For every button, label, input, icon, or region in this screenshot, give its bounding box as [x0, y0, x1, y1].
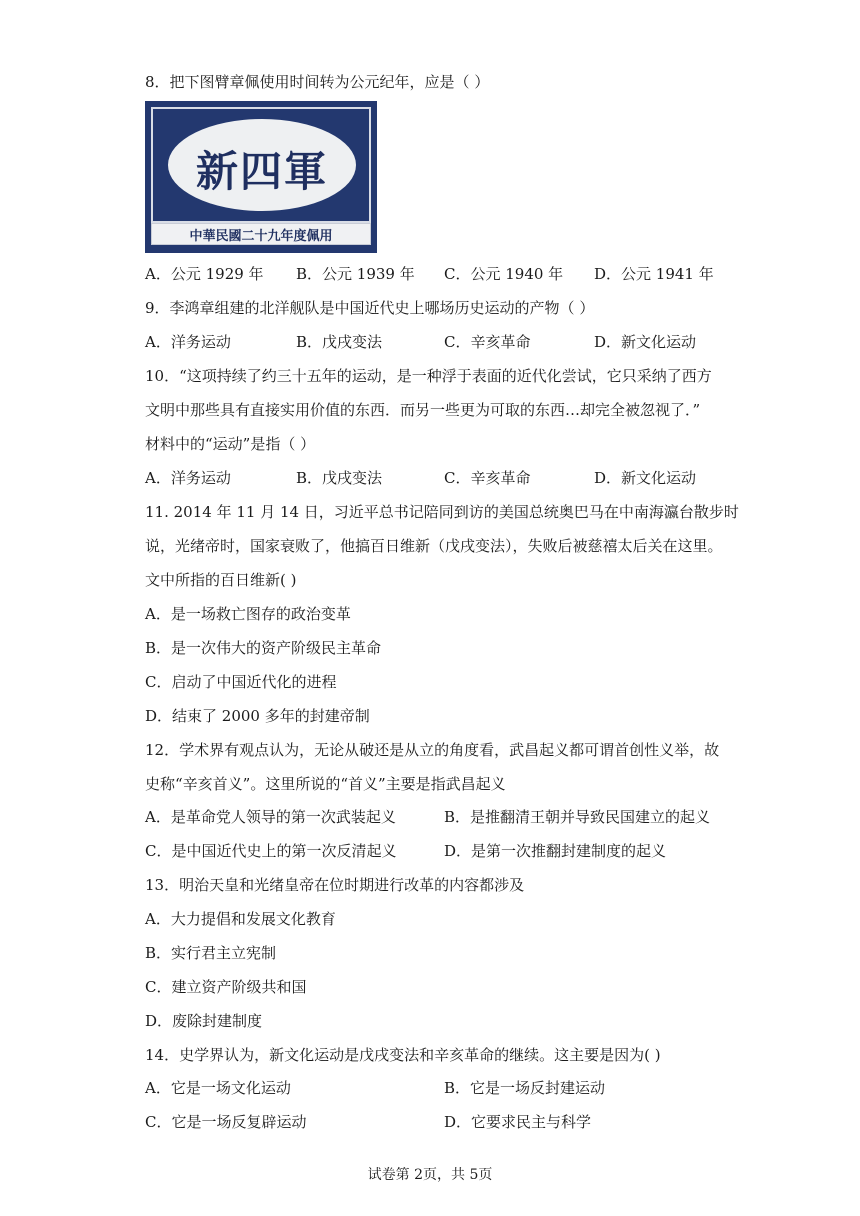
question-10-stem-line-2: 文明中那些具有直接实用价值的东西．而另一些更为可取的东西…却完全被忽视了．”	[145, 401, 701, 419]
new-fourth-army-armband-image	[145, 101, 377, 253]
q12-option-a: A．是革命党人领导的第一次武装起义	[145, 808, 396, 826]
question-11-stem-line-2: 说，光绪帝时，国家衰败了，他搞百日维新（戊戌变法），失败后被慈禧太后关在这里。	[145, 537, 723, 555]
question-9-stem: 9．李鸿章组建的北洋舰队是中国近代史上哪场历史运动的产物（ ）	[145, 299, 595, 317]
armband-caption-band	[151, 223, 371, 245]
q8-option-a: A．公元 1929 年	[145, 265, 264, 283]
armband-caption: 中華民國二十九年度佩用	[189, 229, 333, 244]
q13-option-c: C．建立资产阶级共和国	[145, 978, 307, 996]
armband-main-text: 新四軍	[195, 147, 328, 196]
q9-option-a: A．洋务运动	[145, 333, 231, 351]
q14-option-a: A．它是一场文化运动	[145, 1079, 291, 1097]
q14-option-d: D．它要求民主与科学	[444, 1113, 592, 1131]
question-13-stem: 13．明治天皇和光绪皇帝在位时期进行改革的内容都涉及	[145, 876, 525, 894]
q10-option-d: D．新文化运动	[594, 469, 697, 487]
q13-option-a: A．大力提倡和发展文化教育	[145, 910, 336, 928]
q13-option-d: D．废除封建制度	[145, 1012, 263, 1030]
q12-option-d: D．是第一次推翻封建制度的起义	[444, 842, 667, 860]
question-11-stem-line-1: 11. 2014 年 11 月 14 日，习近平总书记陪同到访的美国总统奥巴马在中南海瀛台散步时	[145, 503, 739, 521]
q8-option-d: D．公元 1941 年	[594, 265, 714, 283]
question-8-stem: 8．把下图臂章佩使用时间转为公元纪年，应是（ ）	[145, 73, 490, 91]
q11-option-b: B．是一次伟大的资产阶级民主革命	[145, 639, 382, 657]
q14-option-c: C．它是一场反复辟运动	[145, 1113, 307, 1131]
question-12-stem-line-1: 12．学术界有观点认为，无论从破还是从立的角度看，武昌起义都可谓首创性义举，故	[145, 741, 720, 759]
page-footer: 试卷第 2页，共 5页	[367, 1167, 493, 1183]
q11-option-a: A．是一场救亡图存的政治变革	[145, 605, 351, 623]
question-11-stem-line-3: 文中所指的百日维新( )	[145, 571, 297, 589]
q10-option-c: C．辛亥革命	[444, 469, 531, 487]
q9-option-d: D．新文化运动	[594, 333, 697, 351]
question-10-stem-line-3: 材料中的“运动”是指（ ）	[145, 435, 316, 453]
q8-option-c: C．公元 1940 年	[444, 265, 564, 283]
q12-option-b: B．是推翻清王朝并导致民国建立的起义	[444, 808, 711, 826]
question-12-stem-line-2: 史称“辛亥首义”。这里所说的“首义”主要是指武昌起义	[145, 775, 506, 793]
q9-option-c: C．辛亥革命	[444, 333, 531, 351]
q14-option-b: B．它是一场反封建运动	[444, 1079, 606, 1097]
q8-option-b: B．公元 1939 年	[296, 265, 415, 283]
q12-option-c: C．是中国近代史上的第一次反清起义	[145, 842, 397, 860]
q11-option-c: C．启动了中国近代化的进程	[145, 673, 337, 691]
q9-option-b: B．戊戌变法	[296, 333, 383, 351]
q13-option-b: B．实行君主立宪制	[145, 944, 277, 962]
question-14-stem: 14．史学界认为，新文化运动是戊戌变法和辛亥革命的继续。这主要是因为( )	[145, 1046, 661, 1064]
question-10-stem-line-1: 10．“这项持续了约三十五年的运动，是一种浮于表面的近代化尝试，它只采纳了西方	[145, 367, 712, 385]
q11-option-d: D．结束了 2000 多年的封建帝制	[145, 707, 370, 725]
q10-option-a: A．洋务运动	[145, 469, 231, 487]
q10-option-b: B．戊戌变法	[296, 469, 383, 487]
